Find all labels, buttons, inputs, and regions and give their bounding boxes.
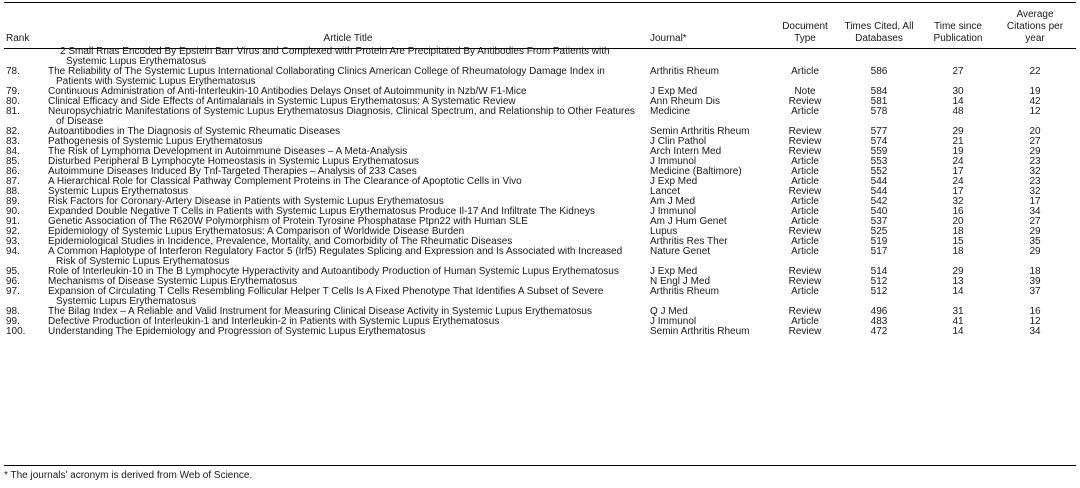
average-citations-cell: 32	[1029, 166, 1041, 177]
average-citations-cell: 34	[1029, 326, 1041, 337]
article-title: The Bilag Index – A Reliable and Valid Instrument for Measuring Clinical Disease Activity in Systemic Lupus Erythematosus	[48, 306, 592, 317]
time-since-publication-cell: 14	[952, 96, 964, 107]
document-type-cell: Review	[788, 326, 822, 337]
document-type-cell: Review	[788, 126, 822, 137]
table-row	[4, 107, 1076, 127]
document-type-cell: Article	[791, 176, 819, 187]
journal-cell: Semin Arthritis Rheum	[650, 126, 750, 137]
rank-cell: 84.	[6, 146, 20, 157]
document-type-cell: Article	[791, 206, 819, 217]
time-since-publication-cell: 27	[952, 66, 964, 77]
journal-cell: N Engl J Med	[650, 276, 711, 287]
rank-cell: 96.	[6, 276, 20, 287]
rank-cell: 97.	[6, 286, 20, 297]
rank-cell: 82.	[6, 126, 20, 137]
average-citations-cell: 18	[1029, 266, 1041, 277]
table-row	[4, 327, 1076, 337]
rank-cell: 90.	[6, 206, 20, 217]
document-type-cell: Article	[791, 246, 819, 257]
rank-cell: 88.	[6, 186, 20, 197]
document-type-cell: Review	[788, 276, 822, 287]
rank-cell: 79.	[6, 86, 20, 97]
average-citations-cell: 19	[1029, 86, 1041, 97]
article-title: Neuropsychiatric Manifestations of Systemic Lupus Erythematosus Diagnosis, Clinical Spectrum, and Relationship to Other Features of Disease	[48, 106, 635, 127]
journal-cell: Medicine	[650, 106, 691, 117]
header-average-citations: Average Citations per year	[1006, 9, 1064, 44]
journal-cell: Arch Intern Med	[650, 146, 722, 157]
table-top-rule	[4, 2, 1076, 3]
rank-cell: 85.	[6, 156, 20, 167]
times-cited-cell: 472	[870, 326, 888, 337]
time-since-publication-cell: 20	[952, 216, 964, 227]
times-cited-cell: 512	[870, 286, 888, 297]
times-cited-cell: 542	[870, 196, 888, 207]
journal-cell: Am J Hum Genet	[650, 216, 727, 227]
times-cited-cell: 537	[870, 216, 888, 227]
times-cited-cell: 512	[870, 276, 888, 287]
header-journal: Journal*	[650, 33, 687, 44]
rank-cell: 98.	[6, 306, 20, 317]
table-header	[4, 5, 1076, 47]
average-citations-cell: 27	[1029, 216, 1041, 227]
times-cited-cell: 496	[870, 306, 888, 317]
table-body	[4, 47, 1076, 337]
average-citations-cell: 29	[1029, 226, 1041, 237]
article-title: Risk Factors for Coronary-Artery Disease in Patients with Systemic Lupus Erythematosus	[48, 196, 444, 207]
journal-cell: Am J Med	[650, 196, 696, 207]
journal-cell: Arthritis Res Ther	[650, 236, 728, 247]
table-row-continuation	[4, 47, 1076, 67]
time-since-publication-cell: 24	[952, 156, 964, 167]
article-title: Autoimmune Diseases Induced By Tnf-Targeted Therapies – Analysis of 233 Cases	[48, 166, 417, 177]
journal-cell: Nature Genet	[650, 246, 711, 257]
times-cited-cell: 584	[870, 86, 888, 97]
document-type-cell: Review	[788, 136, 822, 147]
article-title: Role of Interleukin-10 in The B Lymphocyte Hyperactivity and Autoantibody Production of Human Systemic Lupus Erythematosus	[48, 266, 619, 277]
rank-cell: 87.	[6, 176, 20, 187]
times-cited-cell: 559	[870, 146, 888, 157]
times-cited-cell: 577	[870, 126, 888, 137]
average-citations-cell: 27	[1029, 136, 1041, 147]
table-bottom-rule	[4, 465, 1076, 466]
rank-cell: 99.	[6, 316, 20, 327]
time-since-publication-cell: 13	[952, 276, 964, 287]
article-title: Pathogenesis of Systemic Lupus Erythematosus	[48, 136, 263, 147]
article-title: A Hierarchical Role for Classical Pathway Complement Proteins in The Clearance of Apoptotic Cells in Vivo	[48, 176, 522, 187]
document-type-cell: Review	[788, 96, 822, 107]
document-type-cell: Review	[788, 266, 822, 277]
article-title: Disturbed Peripheral B Lymphocyte Homeostasis in Systemic Lupus Erythematosus	[48, 156, 419, 167]
article-title: Understanding The Epidemiology and Progression of Systemic Lupus Erythematosus	[48, 326, 426, 337]
times-cited-cell: 544	[870, 176, 888, 187]
article-title: The Risk of Lymphoma Development in Autoimmune Diseases – A Meta-Analysis	[48, 146, 408, 157]
table-row	[4, 247, 1076, 267]
article-title: Mechanisms of Disease Systemic Lupus Erythematosus	[48, 276, 297, 287]
article-title: Systemic Lupus Erythematosus	[48, 186, 189, 197]
header-article-title: Article Title	[323, 33, 373, 44]
time-since-publication-cell: 17	[952, 186, 964, 197]
journal-cell: Q J Med	[650, 306, 688, 317]
average-citations-cell: 39	[1029, 276, 1041, 287]
journal-cell: Lancet	[650, 186, 681, 197]
times-cited-cell: 540	[870, 206, 888, 217]
journal-cell: J Clin Pathol	[650, 136, 707, 147]
document-type-cell: Article	[791, 106, 819, 117]
top-cited-articles-table	[4, 5, 1076, 337]
document-type-cell: Article	[791, 236, 819, 247]
times-cited-cell: 519	[870, 236, 888, 247]
article-title: Expanded Double Negative T Cells in Patients with Systemic Lupus Erythematosus Produce Il-17 And Infiltrate The Kidneys	[48, 206, 595, 217]
average-citations-cell: 22	[1029, 66, 1041, 77]
times-cited-cell: 574	[870, 136, 888, 147]
header-document-type: Document Type	[782, 21, 828, 44]
article-title: Defective Production of Interleukin-1 and Interleukin-2 in Patients with Systemic Lupus Erythematosus	[48, 316, 500, 327]
document-type-cell: Review	[788, 226, 822, 237]
average-citations-cell: 35	[1029, 236, 1041, 247]
average-citations-cell: 23	[1029, 156, 1041, 167]
journal-cell: J Immunol	[650, 206, 697, 217]
article-title: Clinical Efficacy and Side Effects of Antimalarials in Systemic Lupus Erythematosus: A Systematic Review	[48, 96, 516, 107]
time-since-publication-cell: 17	[952, 166, 964, 177]
article-title: Continuous Administration of Anti-Interleukin-10 Antibodies Delays Onset of Autoimmunity in Nzb/W F1-Mice	[48, 86, 527, 97]
time-since-publication-cell: 41	[952, 316, 964, 327]
time-since-publication-cell: 21	[952, 136, 964, 147]
document-type-cell: Review	[788, 186, 822, 197]
article-title: Expansion of Circulating T Cells Resembling Follicular Helper T Cells Is A Fixed Phenotype That Identifies A Subset of Severe Systemic Lupus Erythematosus	[48, 286, 604, 307]
header-time-since-publication: Time since Publication	[933, 21, 983, 44]
journal-cell: J Immunol	[650, 156, 697, 167]
rank-cell: 83.	[6, 136, 20, 147]
rank-cell: 94.	[6, 246, 20, 257]
document-type-cell: Article	[791, 156, 819, 167]
times-cited-cell: 544	[870, 186, 888, 197]
time-since-publication-cell: 29	[952, 126, 964, 137]
time-since-publication-cell: 19	[952, 146, 964, 157]
time-since-publication-cell: 32	[952, 196, 964, 207]
average-citations-cell: 29	[1029, 146, 1041, 157]
journal-cell: J Exp Med	[650, 266, 698, 277]
table-row	[4, 67, 1076, 87]
rank-cell: 93.	[6, 236, 20, 247]
document-type-cell: Note	[794, 86, 816, 97]
table-footnote: * The journals’ acronym is derived from Web of Science.	[4, 470, 253, 481]
rank-cell: 91.	[6, 216, 20, 227]
time-since-publication-cell: 18	[952, 226, 964, 237]
document-type-cell: Article	[791, 286, 819, 297]
document-type-cell: Article	[791, 316, 819, 327]
time-since-publication-cell: 15	[952, 236, 964, 247]
average-citations-cell: 29	[1029, 246, 1041, 257]
time-since-publication-cell: 31	[952, 306, 964, 317]
time-since-publication-cell: 29	[952, 266, 964, 277]
table-row	[4, 287, 1076, 307]
time-since-publication-cell: 30	[952, 86, 964, 97]
journal-cell: J Exp Med	[650, 86, 698, 97]
times-cited-cell: 514	[870, 266, 888, 277]
average-citations-cell: 17	[1029, 196, 1041, 207]
journal-cell: Arthritis Rheum	[650, 66, 719, 77]
rank-cell: 81.	[6, 106, 20, 117]
document-type-cell: Article	[791, 216, 819, 227]
rank-cell: 78.	[6, 66, 20, 77]
average-citations-cell: 32	[1029, 186, 1041, 197]
time-since-publication-cell: 14	[952, 326, 964, 337]
average-citations-cell: 12	[1029, 316, 1041, 327]
time-since-publication-cell: 24	[952, 176, 964, 187]
document-type-cell: Article	[791, 196, 819, 207]
time-since-publication-cell: 18	[952, 246, 964, 257]
times-cited-cell: 553	[870, 156, 888, 167]
time-since-publication-cell: 14	[952, 286, 964, 297]
time-since-publication-cell: 16	[952, 206, 964, 217]
document-type-cell: Article	[791, 166, 819, 177]
rank-cell: 100.	[6, 326, 26, 337]
article-title: The Reliability of The Systemic Lupus International Collaborating Clinics American College of Rheumatology Damage Index in Patients with Systemic Lupus Erythematosus	[48, 66, 605, 87]
document-type-cell: Review	[788, 146, 822, 157]
times-cited-cell: 581	[870, 96, 888, 107]
times-cited-cell: 517	[870, 246, 888, 257]
article-title: Genetic Association of The R620W Polymorphism of Protein Tyrosine Phosphatase Ptpn22 with Human SLE	[48, 216, 528, 227]
average-citations-cell: 12	[1029, 106, 1041, 117]
rank-cell: 86.	[6, 166, 20, 177]
journal-cell: J Immunol	[650, 316, 697, 327]
journal-cell: Lupus	[650, 226, 678, 237]
document-type-cell: Article	[791, 66, 819, 77]
average-citations-cell: 16	[1029, 306, 1041, 317]
rank-cell: 89.	[6, 196, 20, 207]
article-title: Epidemiological Studies in Incidence, Prevalence, Mortality, and Comorbidity of The Rheumatic Diseases	[48, 236, 513, 247]
times-cited-cell: 578	[870, 106, 888, 117]
article-title: Autoantibodies in The Diagnosis of Systemic Rheumatic Diseases	[48, 126, 341, 137]
times-cited-cell: 483	[870, 316, 888, 327]
rank-cell: 92.	[6, 226, 20, 237]
header-rank: Rank	[6, 33, 30, 44]
article-title: A Common Haplotype of Interferon Regulatory Factor 5 (Irf5) Regulates Splicing and Expression and Is Associated with Increased Risk of Systemic Lupus Erythematosus	[48, 246, 623, 267]
journal-cell: Semin Arthritis Rheum	[650, 326, 750, 337]
times-cited-cell: 586	[870, 66, 888, 77]
journal-cell: Medicine (Baltimore)	[650, 166, 742, 177]
average-citations-cell: 23	[1029, 176, 1041, 187]
average-citations-cell: 37	[1029, 286, 1041, 297]
rank-cell: 80.	[6, 96, 20, 107]
times-cited-cell: 525	[870, 226, 888, 237]
average-citations-cell: 20	[1029, 126, 1041, 137]
journal-cell: Arthritis Rheum	[650, 286, 719, 297]
journal-cell: J Exp Med	[650, 176, 698, 187]
times-cited-cell: 552	[870, 166, 888, 177]
header-times-cited: Times Cited, All Databases	[844, 21, 914, 44]
average-citations-cell: 42	[1029, 96, 1041, 107]
article-title: 2 Small Rnas Encoded By Epstein Barr Virus and Complexed with Protein Are Precipitated By Antibodies From Patients with Systemic Lupus Erythematosus	[60, 46, 610, 67]
document-type-cell: Review	[788, 306, 822, 317]
journal-cell: Ann Rheum Dis	[650, 96, 721, 107]
average-citations-cell: 34	[1029, 206, 1041, 217]
rank-cell: 95.	[6, 266, 20, 277]
time-since-publication-cell: 48	[952, 106, 964, 117]
article-title: Epidemiology of Systemic Lupus Erythematosus: A Comparison of Worldwide Disease Burden	[48, 226, 465, 237]
